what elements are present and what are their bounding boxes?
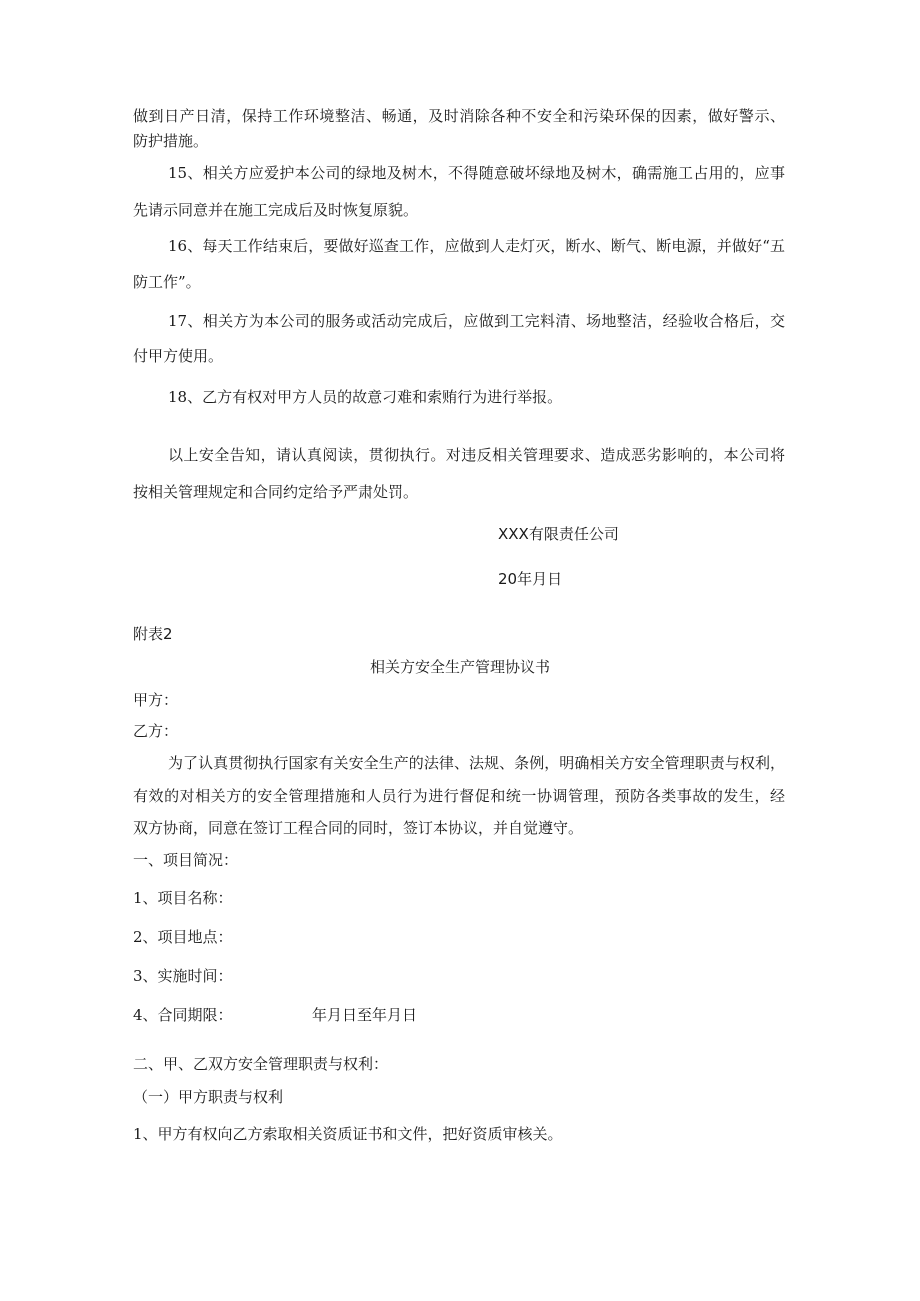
project-name-field: 1、项目名称： [133, 889, 233, 907]
appendix-label: 附表2 [133, 625, 173, 643]
closing-line-2: 按相关管理规定和合同约定给予严肃处罚。 [133, 483, 419, 501]
party-b: 乙方： [133, 722, 179, 740]
subsection-1-heading: （一）甲方职责与权利 [133, 1088, 284, 1106]
closing-line-1: 以上安全告知，请认真阅读，贯彻执行。对违反相关管理要求、造成恶劣影响的，本公司将 [168, 446, 785, 464]
notice-item-17-line-1: 17、相关方为本公司的服务或活动完成后，应做到工完料清、场地整洁，经验收合格后，交 [168, 312, 785, 330]
continuation-line-1: 做到日产日清，保持工作环境整洁、畅通，及时消除各种不安全和污染环保的因素，做好警示、 [133, 107, 785, 125]
party-a: 甲方： [133, 691, 179, 709]
company-name: XXX有限责任公司 [498, 525, 619, 543]
intro-line-3: 双方协商，同意在签订工程合同的同时，签订本协议，并自觉遵守。 [133, 819, 584, 837]
contract-period-field: 4、合同期限： [133, 1006, 233, 1024]
notice-date: 20年月日 [498, 570, 563, 588]
notice-item-16-line-2: 防工作”。 [133, 273, 201, 291]
notice-item-18: 18、乙方有权对甲方人员的故意刁难和索贿行为进行举报。 [168, 388, 563, 406]
notice-item-17-line-2: 付甲方使用。 [133, 347, 224, 365]
section-1-heading: 一、项目简况： [133, 851, 239, 869]
agreement-title: 相关方安全生产管理协议书 [369, 658, 550, 676]
implementation-time-field: 3、实施时间： [133, 967, 233, 985]
project-location-field: 2、项目地点： [133, 928, 233, 946]
intro-line-1: 为了认真贯彻执行国家有关安全生产的法律、法规、条例，明确相关方安全管理职责与权利， [168, 754, 785, 772]
duty-item-1: 1、甲方有权向乙方索取相关资质证书和文件，把好资质审核关。 [133, 1125, 563, 1143]
notice-item-15-line-1: 15、相关方应爱护本公司的绿地及树木，不得随意破坏绿地及树木，确需施工占用的，应事 [168, 164, 785, 182]
section-2-heading: 二、甲、乙双方安全管理职责与权利： [133, 1055, 389, 1073]
contract-period-value: 年月日至年月日 [312, 1006, 418, 1024]
intro-line-2: 有效的对相关方的安全管理措施和人员行为进行督促和统一协调管理，预防各类事故的发生，经 [133, 787, 785, 805]
notice-item-15-line-2: 先请示同意并在施工完成后及时恢复原貌。 [133, 201, 419, 219]
notice-item-16-line-1: 16、每天工作结束后，要做好巡查工作，应做到人走灯灭，断水、断气、断电源，并做好“五 [168, 237, 785, 255]
continuation-line-2: 防护措施。 [133, 132, 209, 150]
